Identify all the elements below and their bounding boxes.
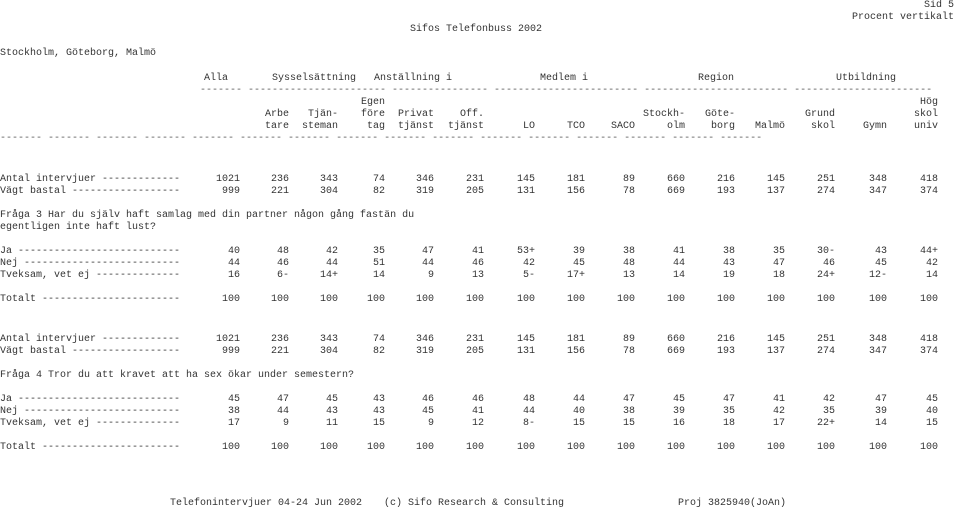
total-row-cell: 100: [516, 442, 535, 453]
antal-intervjuer-cell: 251: [816, 334, 835, 345]
column-header-10-line3: olm: [666, 121, 685, 132]
answer-row-cell: 12: [471, 418, 484, 429]
group-medlem: Medlem i: [540, 73, 589, 84]
total-row-cell: 100: [415, 442, 434, 453]
answer-row-cell: 45: [572, 258, 585, 269]
total-row-cell: 100: [270, 294, 289, 305]
vagt-bastal-cell: 304: [319, 346, 338, 357]
answer-row-cell: 15: [572, 418, 585, 429]
antal-intervjuer-cell: 251: [816, 174, 835, 185]
answer-row-cell: 41: [471, 406, 484, 417]
answer-row-cell: 44: [522, 406, 535, 417]
question-text-cont: egentligen inte haft lust?: [0, 222, 157, 233]
header-underline: ------- ------- ------- ------- ------- ------- ------- ------- ------- ------- ------- ------- ------- ------- ------- -------: [0, 133, 763, 144]
percent-type: Procent vertikalt: [851, 12, 954, 23]
column-header-8-line3: TCO: [566, 121, 585, 132]
footer-copyright: (c) Sifo Research & Consulting: [384, 498, 565, 509]
total-row-cell: 100: [319, 442, 338, 453]
group-region: Region: [698, 73, 735, 84]
answer-row-cell: 5-: [522, 270, 535, 281]
column-header-5-line3: tjänst: [397, 121, 434, 132]
answer-row-cell: 15: [925, 418, 938, 429]
vagt-bastal-cell: 319: [415, 346, 434, 357]
column-header-7-line3: LO: [522, 121, 535, 132]
antal-intervjuer-cell: 660: [666, 334, 685, 345]
antal-intervjuer-cell: 348: [868, 174, 887, 185]
answer-row-cell: 18: [772, 270, 785, 281]
antal-intervjuer-cell: 74: [372, 334, 385, 345]
column-header-11-line2: Göte-: [704, 109, 735, 120]
answer-row-cell: 11: [325, 418, 338, 429]
vagt-bastal-cell: 156: [566, 186, 585, 197]
answer-row-cell: 42: [522, 258, 535, 269]
vagt-bastal-cell: 82: [372, 186, 385, 197]
report-title: Sifos Telefonbuss 2002: [410, 24, 543, 35]
vagt-bastal-cell: 669: [666, 186, 685, 197]
antal-intervjuer-cell: 346: [415, 174, 434, 185]
answer-row-cell: 43: [325, 406, 338, 417]
answer-row-cell: 22+: [816, 418, 835, 429]
column-header-10-line2: Stockh-: [642, 109, 685, 120]
answer-row-cell: 45: [874, 258, 887, 269]
total-row-cell: 100: [616, 442, 635, 453]
answer-row-cell: 12-: [868, 270, 887, 281]
answer-row-cell: 14: [672, 270, 685, 281]
answer-row-cell: 39: [874, 406, 887, 417]
antal-intervjuer-cell: 660: [666, 174, 685, 185]
answer-row-cell: 17: [772, 418, 785, 429]
vagt-bastal-cell: 304: [319, 186, 338, 197]
antal-intervjuer-cell: 1021: [215, 174, 240, 185]
column-header-4-line1: Egen: [360, 97, 385, 108]
answer-row-cell: 17: [227, 418, 240, 429]
antal-intervjuer-label: Antal intervjuer -------------: [0, 334, 181, 345]
answer-row-cell: 35: [722, 406, 735, 417]
vagt-bastal-cell: 999: [221, 186, 240, 197]
total-row-cell: 100: [270, 442, 289, 453]
total-label: Totalt -----------------------: [0, 442, 181, 453]
total-row-cell: 100: [666, 294, 685, 305]
total-row-cell: 100: [816, 294, 835, 305]
total-row-cell: 100: [716, 294, 735, 305]
vagt-bastal-cell: 319: [415, 186, 434, 197]
answer-row-cell: 18: [722, 418, 735, 429]
column-header-13-line3: skol: [810, 121, 835, 132]
vagt-bastal-cell: 274: [816, 346, 835, 357]
group-alla: Alla: [204, 73, 229, 84]
total-row-cell: 100: [868, 294, 887, 305]
column-header-5-line2: Privat: [397, 109, 434, 120]
total-row-cell: 100: [415, 294, 434, 305]
answer-row-cell: 15: [372, 418, 385, 429]
answer-row-cell: 43: [372, 394, 385, 405]
antal-intervjuer-cell: 181: [566, 334, 585, 345]
column-header-15-line3: univ: [913, 121, 938, 132]
answer-row-cell: 42: [925, 258, 938, 269]
answer-row-cell: 46: [471, 258, 484, 269]
antal-intervjuer-cell: 418: [919, 174, 938, 185]
column-header-3-line3: steman: [301, 121, 338, 132]
antal-intervjuer-cell: 343: [319, 174, 338, 185]
answer-row-cell: 41: [471, 246, 484, 257]
answer-row-cell: 38: [722, 246, 735, 257]
vagt-bastal-cell: 193: [716, 186, 735, 197]
answer-row-cell: 42: [822, 394, 835, 405]
answer-row-cell: 8-: [522, 418, 535, 429]
column-header-3-line2: Tjän-: [307, 109, 338, 120]
total-row-cell: 100: [465, 442, 484, 453]
answer-row-label: Tveksam, vet ej --------------: [0, 418, 181, 429]
total-row-cell: 100: [666, 442, 685, 453]
answer-row-cell: 15: [622, 418, 635, 429]
answer-row-cell: 16: [227, 270, 240, 281]
answer-row-cell: 47: [772, 258, 785, 269]
answer-row-cell: 9: [427, 418, 434, 429]
column-header-2-line3: tare: [264, 121, 289, 132]
antal-intervjuer-cell: 145: [766, 334, 785, 345]
antal-intervjuer-cell: 236: [270, 174, 289, 185]
antal-intervjuer-cell: 1021: [215, 334, 240, 345]
page-number: Sid 5: [923, 0, 954, 11]
answer-row-cell: 14+: [319, 270, 338, 281]
answer-row-cell: 45: [325, 394, 338, 405]
vagt-bastal-cell: 78: [622, 186, 635, 197]
vagt-bastal-cell: 82: [372, 346, 385, 357]
column-header-2-line2: Arbe: [264, 109, 289, 120]
answer-row-cell: 47: [722, 394, 735, 405]
column-header-11-line3: borg: [710, 121, 735, 132]
vagt-bastal-cell: 131: [516, 346, 535, 357]
vagt-bastal-cell: 347: [868, 186, 887, 197]
vagt-bastal-cell: 374: [919, 346, 938, 357]
answer-row-cell: 16: [672, 418, 685, 429]
answer-row-cell: 35: [822, 406, 835, 417]
answer-row-cell: 44: [572, 394, 585, 405]
answer-row-cell: 44: [672, 258, 685, 269]
antal-intervjuer-cell: 181: [566, 174, 585, 185]
vagt-bastal-cell: 156: [566, 346, 585, 357]
region-scope: Stockholm, Göteborg, Malmö: [0, 48, 157, 59]
answer-row-cell: 42: [325, 246, 338, 257]
answer-row-cell: 40: [925, 406, 938, 417]
answer-row-cell: 39: [572, 246, 585, 257]
total-row-cell: 100: [816, 442, 835, 453]
total-row-cell: 100: [366, 442, 385, 453]
answer-row-cell: 44: [421, 258, 434, 269]
vagt-bastal-cell: 137: [766, 186, 785, 197]
answer-row-cell: 47: [276, 394, 289, 405]
answer-row-cell: 47: [874, 394, 887, 405]
answer-row-cell: 24+: [816, 270, 835, 281]
group-underline: ------- ----------------------- ---------------- ------------------------ ------------------------ -----------------------: [200, 85, 933, 96]
total-row-cell: 100: [465, 294, 484, 305]
antal-intervjuer-cell: 216: [716, 174, 735, 185]
answer-row-cell: 45: [925, 394, 938, 405]
column-header-9-line3: SACO: [610, 121, 635, 132]
total-row-cell: 100: [221, 442, 240, 453]
answer-row-label: Ja ---------------------------: [0, 246, 181, 257]
column-header-6-line3: tjänst: [447, 121, 484, 132]
vagt-bastal-label: Vägt bastal ------------------: [0, 346, 181, 357]
answer-row-label: Ja ---------------------------: [0, 394, 181, 405]
answer-row-cell: 44: [276, 406, 289, 417]
total-row-cell: 100: [566, 442, 585, 453]
total-row-cell: 100: [716, 442, 735, 453]
answer-row-cell: 14: [874, 418, 887, 429]
answer-row-cell: 38: [622, 406, 635, 417]
vagt-bastal-cell: 374: [919, 186, 938, 197]
antal-intervjuer-cell: 231: [465, 174, 484, 185]
answer-row-cell: 44: [325, 258, 338, 269]
total-row-cell: 100: [766, 294, 785, 305]
group-sysselsattning: Sysselsättning: [272, 73, 357, 84]
vagt-bastal-cell: 205: [465, 346, 484, 357]
vagt-bastal-cell: 274: [816, 186, 835, 197]
total-row-cell: 100: [919, 442, 938, 453]
vagt-bastal-label: Vägt bastal ------------------: [0, 186, 181, 197]
total-label: Totalt -----------------------: [0, 294, 181, 305]
vagt-bastal-cell: 78: [622, 346, 635, 357]
vagt-bastal-cell: 669: [666, 346, 685, 357]
answer-row-cell: 6-: [276, 270, 289, 281]
vagt-bastal-cell: 137: [766, 346, 785, 357]
answer-row-cell: 46: [822, 258, 835, 269]
answer-row-cell: 41: [772, 394, 785, 405]
antal-intervjuer-cell: 89: [622, 334, 635, 345]
group-utbildning: Utbildning: [836, 73, 897, 84]
answer-row-cell: 46: [471, 394, 484, 405]
question-text: Fråga 4 Tror du att kravet att ha sex ökar under semestern?: [0, 370, 355, 381]
answer-row-cell: 51: [372, 258, 385, 269]
antal-intervjuer-cell: 89: [622, 174, 635, 185]
total-row-cell: 100: [221, 294, 240, 305]
answer-row-cell: 53+: [516, 246, 535, 257]
vagt-bastal-cell: 193: [716, 346, 735, 357]
answer-row-cell: 30-: [816, 246, 835, 257]
answer-row-label: Tveksam, vet ej --------------: [0, 270, 181, 281]
antal-intervjuer-cell: 74: [372, 174, 385, 185]
column-header-4-line3: tag: [366, 121, 385, 132]
answer-row-cell: 45: [227, 394, 240, 405]
answer-row-cell: 48: [276, 246, 289, 257]
answer-row-cell: 9: [282, 418, 289, 429]
antal-intervjuer-cell: 145: [516, 174, 535, 185]
answer-row-cell: 35: [372, 246, 385, 257]
answer-row-cell: 44+: [919, 246, 938, 257]
answer-row-cell: 43: [874, 246, 887, 257]
answer-row-cell: 38: [227, 406, 240, 417]
vagt-bastal-cell: 347: [868, 346, 887, 357]
antal-intervjuer-cell: 236: [270, 334, 289, 345]
answer-row-cell: 13: [471, 270, 484, 281]
answer-row-cell: 41: [672, 246, 685, 257]
antal-intervjuer-cell: 231: [465, 334, 484, 345]
antal-intervjuer-cell: 216: [716, 334, 735, 345]
vagt-bastal-cell: 205: [465, 186, 484, 197]
answer-row-cell: 9: [427, 270, 434, 281]
question-text: Fråga 3 Har du själv haft samlag med din partner någon gång fastän du: [0, 210, 415, 221]
antal-intervjuer-cell: 145: [766, 174, 785, 185]
answer-row-cell: 17+: [566, 270, 585, 281]
answer-row-cell: 45: [672, 394, 685, 405]
column-header-12-line3: Malmö: [754, 121, 785, 132]
answer-row-cell: 47: [622, 394, 635, 405]
answer-row-cell: 19: [722, 270, 735, 281]
answer-row-cell: 46: [276, 258, 289, 269]
answer-row-label: Nej --------------------------: [0, 258, 181, 269]
column-header-6-line2: Off.: [459, 109, 484, 120]
group-anstallning: Anställning i: [374, 73, 453, 84]
total-row-cell: 100: [366, 294, 385, 305]
antal-intervjuer-cell: 418: [919, 334, 938, 345]
antal-intervjuer-cell: 346: [415, 334, 434, 345]
answer-row-cell: 48: [522, 394, 535, 405]
column-header-15-line1: Hög: [919, 97, 938, 108]
answer-row-cell: 48: [622, 258, 635, 269]
antal-intervjuer-cell: 145: [516, 334, 535, 345]
total-row-cell: 100: [319, 294, 338, 305]
answer-row-cell: 14: [372, 270, 385, 281]
answer-row-cell: 40: [572, 406, 585, 417]
answer-row-cell: 40: [227, 246, 240, 257]
antal-intervjuer-label: Antal intervjuer -------------: [0, 174, 181, 185]
footer-fieldwork: Telefonintervjuer 04-24 Jun 2002: [170, 498, 363, 509]
total-row-cell: 100: [919, 294, 938, 305]
answer-row-cell: 47: [421, 246, 434, 257]
answer-row-cell: 35: [772, 246, 785, 257]
total-row-cell: 100: [516, 294, 535, 305]
answer-row-cell: 42: [772, 406, 785, 417]
answer-row-cell: 39: [672, 406, 685, 417]
column-header-4-line2: före: [360, 109, 385, 120]
answer-row-cell: 45: [421, 406, 434, 417]
vagt-bastal-cell: 221: [270, 346, 289, 357]
answer-row-cell: 43: [722, 258, 735, 269]
answer-row-label: Nej --------------------------: [0, 406, 181, 417]
vagt-bastal-cell: 999: [221, 346, 240, 357]
answer-row-cell: 13: [622, 270, 635, 281]
column-header-13-line2: Grund: [804, 109, 835, 120]
footer-project: Proj 3825940(JoAn): [678, 498, 787, 509]
column-header-14-line3: Gymn: [862, 121, 887, 132]
answer-row-cell: 43: [372, 406, 385, 417]
antal-intervjuer-cell: 343: [319, 334, 338, 345]
answer-row-cell: 38: [622, 246, 635, 257]
answer-row-cell: 44: [227, 258, 240, 269]
total-row-cell: 100: [616, 294, 635, 305]
antal-intervjuer-cell: 348: [868, 334, 887, 345]
answer-row-cell: 14: [925, 270, 938, 281]
vagt-bastal-cell: 131: [516, 186, 535, 197]
vagt-bastal-cell: 221: [270, 186, 289, 197]
total-row-cell: 100: [766, 442, 785, 453]
column-header-15-line2: skol: [913, 109, 938, 120]
total-row-cell: 100: [868, 442, 887, 453]
total-row-cell: 100: [566, 294, 585, 305]
answer-row-cell: 46: [421, 394, 434, 405]
